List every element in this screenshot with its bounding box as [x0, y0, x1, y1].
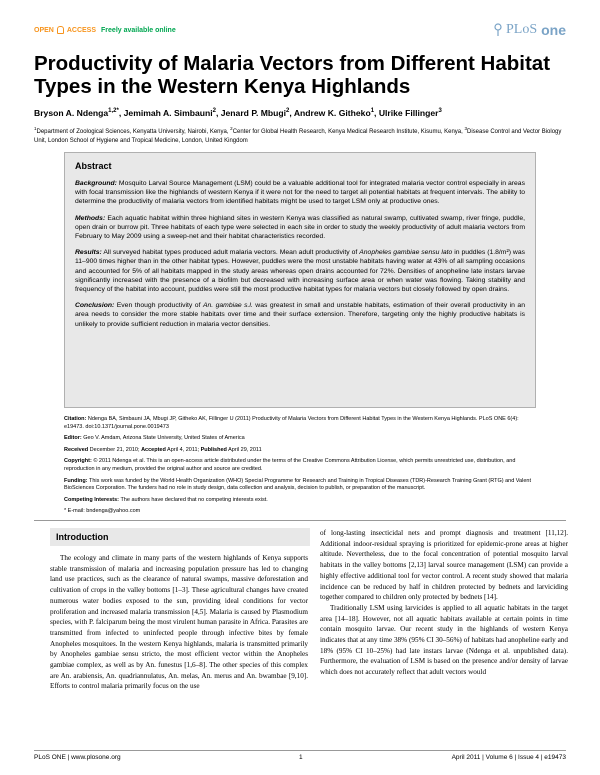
- intro-paragraph: Traditionally LSM using larvicides is applied to all aquatic habitats in the target area [14–18]. However, not all aquatic habitats available at certain points in time contain mosquito larvae. Our recent study in the highlands of western Kenya indicates that at any time 38% (95% CI 30–56%) of habitats had anopheline early and 18% (95% CI 10–25%) had late instars larvae (Ndenga et al. unpublished data). Furthermore, the evaluation of LSM is based on the presence and/or density of larvae which does not accurately reflect that adult vectors would: [320, 603, 568, 677]
- received-date: December 21, 2010;: [88, 446, 142, 453]
- author-affiliation-marker: 1: [370, 108, 375, 114]
- citation-text: Ndenga BA, Simbauni JA, Mbugi JP, Githeko AK, Fillinger U (2011) Productivity of Malaria Vectors from Different Habitat Types in the Western Kenya Highlands. PLoS ONE 6(4): e19473. doi:10.1371/journal.pone.0019473: [64, 416, 519, 430]
- methods-text: Each aquatic habitat within three highland sites in western Kenya was classified as natural swamp, cultivated swamp, river fringe, puddle, open drain or burrow pit. Three habitats of each type were selected in each site in order to study the weekly productivity of adult malaria vectors from February to May 2009 using a sweep-net and their habitat characteristics recorded.: [75, 214, 525, 241]
- author-name: Bryson A. Ndenga: [34, 107, 109, 118]
- editor-text: Geo V. Amdam, Arizona State University, United States of America: [81, 435, 245, 442]
- affiliation-marker: 1: [34, 126, 37, 131]
- open-word: OPEN: [34, 26, 54, 34]
- author-name: Jemimah A. Simbauni: [123, 107, 213, 118]
- affiliation-text: Center for Global Health Research, Kenya Medical Research Institute, Kisumu, Kenya,: [232, 129, 465, 135]
- citation: [64, 416, 536, 431]
- abstract-heading: Abstract: [75, 161, 112, 171]
- abstract-conclusion: [75, 301, 525, 329]
- author-name: Ulrike Fillinger: [378, 107, 439, 118]
- footer-journal: PLoS ONE | www.plosone.org: [34, 754, 121, 761]
- author-list: Bryson A. Ndenga$^{1,2*}$, Jemimah A. Simbauni$^2$, Jenard P. Mbugi$^2$, Andrew K. Githeko$^1$, Ulrike Fillinger$^3$: [34, 107, 442, 118]
- results-species: Anopheles gambiae sensu lato: [359, 249, 453, 257]
- journal-header: [34, 22, 566, 40]
- free-available-text: Freely available online: [101, 26, 176, 34]
- plos-logo-icon: [492, 23, 504, 37]
- author-affiliation-marker: 2: [212, 108, 216, 114]
- abstract-box: [64, 152, 536, 408]
- results-label: Results:: [75, 249, 102, 257]
- published-date: April 29, 2011: [226, 446, 262, 453]
- logo-plos-text: PLoS: [505, 22, 538, 37]
- introduction-heading: Introduction: [50, 528, 310, 546]
- copyright-label: Copyright:: [64, 458, 92, 465]
- copyright-text: © 2011 Ndenga et al. This is an open-access article distributed under the terms of the Creative Commons Attribution License, which permits unrestricted use, distribution, and reproduction in any medium, provided the original author and source are credited.: [64, 458, 516, 472]
- intro-paragraph: The ecology and climate in many parts of the western highlands of Kenya supports stable transmission of malaria and increasing population pressure has led to changing land use practices, such as the clearance of natural swamps, massive deforestation and cultivation of crops in the valley bottoms [1–3]. These agricultural changes have created numerous water bodies exposed to the sun, providing ideal conditions for vector proliferation and increased malaria transmission [4,5]. Malaria is caused by Plasmodium species, with P. falciparum being the most virulent human parasite in Africa. Parasites are transmitted from infected to uninfected people through infective bites by female Anopheles mosquitoes. In the western Kenya highlands, malaria is transmitted primarily by Anopheles gambiae sensu stricto, the most efficient vector within the Anopheles gambiae complex, as well as by An. funestus [1,6–8]. The other species of this complex are An. arabiensis, An. quadriannulatus, An. melas, An. merus and An. bwambae [9,10]. Efforts to control malaria primarily focus on the use: [50, 554, 308, 691]
- open-lock-icon: [57, 26, 64, 34]
- article-metadata: [64, 416, 536, 520]
- funding-label: Funding:: [64, 477, 88, 484]
- affiliation-marker: 3: [464, 126, 467, 131]
- page-number: 1: [299, 754, 303, 761]
- received-label: Received: [64, 446, 89, 453]
- author-affiliation-marker: 1,2*: [108, 108, 119, 114]
- body-column-right: [320, 528, 568, 678]
- background-label: Background:: [75, 180, 117, 187]
- access-word: ACCESS: [66, 26, 97, 34]
- author-affiliation-marker: 3: [438, 108, 442, 114]
- conclusion-label: Conclusion:: [75, 302, 115, 310]
- abstract-results: [75, 248, 525, 294]
- footer-divider: [34, 750, 566, 751]
- results-text: All surveyed habitat types produced adult malaria vectors. Mean adult productivity of: [101, 249, 360, 257]
- funding: [64, 478, 536, 493]
- background-text: Mosquito Larval Source Management (LSM) could be a valuable additional tool for integrated malaria vector control especially in areas with focal transmission like the highlands of western Kenya if it were not for the need to target all potential habitats at frequent intervals. The ability to determine the productivity of malaria vectors from identified habitats might be used to target LSM only at productive ones.: [75, 180, 525, 206]
- conclusion-text: Even though productivity of: [114, 302, 203, 310]
- logo-one-text: one: [541, 22, 566, 38]
- dates: [64, 447, 536, 455]
- abstract-background: [75, 179, 525, 207]
- affiliations: [34, 124, 568, 146]
- citation-label: Citation:: [64, 416, 87, 422]
- open-access-badge: [34, 26, 176, 34]
- conclusion-species: An. gambiae s.l.: [202, 302, 253, 310]
- footer-issue: April 2011 | Volume 6 | Issue 4 | e19473: [451, 754, 566, 761]
- affiliation-text: Disease Control and Vector Biology Unit, London School of Hygiene and Tropical Medicine, London, United Kingdom: [34, 129, 562, 144]
- results-text-cont: in puddles (1.8/m²) was 11–900 times higher than in the other habitat types. However, puddles were the most unstable habitats having water at 43% of all sampling occasions and accounted for 5% of all habitats mapped in the study areas whereas open drains accounted for 72%. Densities of anopheline late instars larvae significantly increased with the presence of a biofilm but decreased with increasing surface area or when water was flowing. Taking stability and frequency of the habitat into account, puddles were still the most productive habitat types for malaria vectors but closely followed by open drains.: [75, 249, 525, 294]
- affiliation-text: Department of Zoological Sciences, Kenyatta University, Nairobi, Kenya,: [36, 129, 231, 135]
- published-label: Published: [200, 446, 227, 453]
- email: * E-mail: bndenga@yahoo.com: [64, 508, 141, 515]
- affiliation-marker: 2: [230, 126, 233, 131]
- author-name: Andrew K. Githeko: [293, 107, 371, 118]
- funding-text: This work was funded by the World Health Organization (WHO) Special Programme for Research and Training in Tropical Diseases (TDR)-Research Training Grant (RTG) and Valent BioSciences Corporation. The funders had no role in study design, data collection and analysis, decision to publish, or preparation of the manuscript.: [64, 477, 531, 492]
- page-footer: [34, 754, 566, 764]
- author-affiliation-marker: 2: [286, 108, 290, 114]
- article-title: Productivity of Malaria Vectors from Different Habitat Types in the Western Kenya Highlands: [34, 52, 551, 98]
- abstract-methods: [75, 214, 525, 242]
- editor-label: Editor:: [64, 435, 82, 442]
- editor: [64, 435, 536, 443]
- conclusion-text-cont: was greatest in small and unstable habitats, estimation of their overall productivity in an area needs to consider the more stable habitats over time and their surface extension. Therefore, targeting only the highly productive habitats is unlikely to provide sufficient reduction in malaria vector densities.: [75, 302, 525, 328]
- accepted-date: April 4, 2011;: [165, 446, 201, 453]
- competing-interests: [64, 497, 536, 505]
- methods-label: Methods:: [75, 214, 106, 222]
- accepted-label: Accepted: [141, 446, 166, 453]
- copyright: [64, 458, 536, 473]
- intro-paragraph-continued: of long-lasting insecticidal nets and prompt diagnosis and treatment [11,12]. Additional indoor-residual spraying is prioritized for epidemic-prone areas at higher altitude. Nevertheless, due to the focal concentration of potential mosquito larval habitats in the valley bottoms [2,13] larval source management (LSM) can provide a highly effective additional tool for vector control. A recent study showed that malaria incidence can be reduced by half in children protected by bednets and larviciding together compared to children only protected by bednets [14].: [320, 529, 568, 602]
- section-divider: [34, 520, 566, 521]
- plos-one-logo: [492, 22, 566, 38]
- author-name: Jenard P. Mbugi: [220, 107, 287, 118]
- competing-text: The authors have declared that no competing interests exist.: [119, 496, 268, 503]
- competing-label: Competing Interests:: [64, 496, 120, 503]
- body-column-left: [50, 553, 308, 692]
